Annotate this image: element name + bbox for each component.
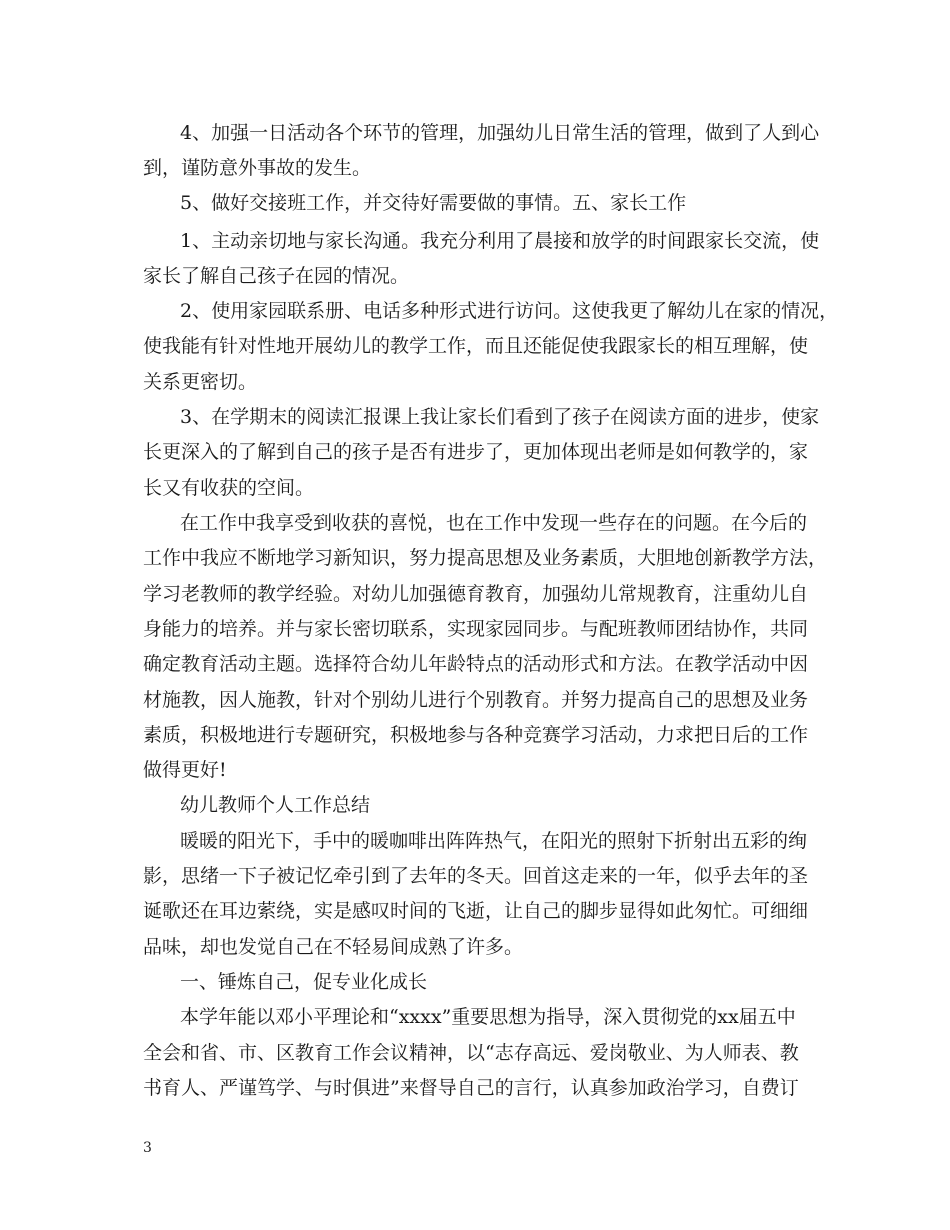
- text-line: 做得更好!: [143, 759, 227, 781]
- text-line: 学习老教师的教学经验。对幼儿加强德育教育，加强幼儿常规教育，注重幼儿自: [143, 583, 809, 605]
- text-line: 诞歌还在耳边萦绕，实是感叹时间的飞逝，让自己的脚步显得如此匆忙。可细细: [143, 900, 809, 922]
- text-line: 素质，积极地进行专题研究，积极地参与各种竞赛学习活动，力求把日后的工作: [143, 724, 809, 746]
- text-line: 品味，却也发觉自己在不轻易间成熟了许多。: [143, 936, 524, 958]
- text-line: 5、做好交接班工作，并交待好需要做的事情。五、家长工作: [180, 192, 687, 214]
- text-line: 影，思绪一下子被记忆牵引到了去年的冬天。回首这走来的一年，似乎去年的圣: [143, 865, 809, 887]
- text-line: 确定教育活动主题。选择符合幼儿年龄特点的活动形式和方法。在教学活动中因: [143, 653, 809, 675]
- text-line: 2、使用家园联系册、电话多种形式进行访问。这使我更了解幼儿在家的情况，: [180, 300, 839, 322]
- text-line: 4、加强一日活动各个环节的管理，加强幼儿日常生活的管理，做到了人到心: [180, 122, 820, 144]
- text-line: 长更深入的了解到自己的孩子是否有进步了，更加体现出老师是如何教学的，家: [143, 441, 809, 463]
- text-line: 暖暖的阳光下，手中的暖咖啡出阵阵热气，在阳光的照射下折射出五彩的绚: [180, 830, 808, 852]
- text-line: 长又有收获的空间。: [143, 477, 315, 499]
- text-line: 使我能有针对性地开展幼儿的教学工作，而且还能促使我跟家长的相互理解，使: [143, 335, 809, 357]
- text-line: 1、主动亲切地与家长沟通。我充分利用了晨接和放学的时间跟家长交流，使: [180, 230, 820, 252]
- text-line: 到，谨防意外事故的发生。: [143, 157, 372, 179]
- text-line: 全会和省、市、区教育工作会议精神，以“志存高远、爱岗敬业、为人师表、教: [143, 1042, 799, 1064]
- text-line: 家长了解自己孩子在园的情况。: [143, 265, 410, 287]
- section-heading: 幼儿教师个人工作总结: [180, 794, 371, 816]
- text-line: 材施教，因人施教，针对个别幼儿进行个别教育。并努力提高自己的思想及业务: [143, 689, 809, 711]
- text-line: 书育人、严谨笃学、与时俱进”来督导自己的言行，认真参加政治学习，自费订: [143, 1077, 799, 1099]
- text-line: 工作中我应不断地学习新知识，努力提高思想及业务素质，大胆地创新教学方法，: [143, 547, 828, 569]
- section-heading: 一、锤炼自己，促专业化成长: [180, 971, 428, 993]
- text-line: 本学年能以邓小平理论和“xxxx”重要思想为指导，深入贯彻党的xx届五中: [180, 1006, 796, 1028]
- text-line: 身能力的培养。并与家长密切联系，实现家园同步。与配班教师团结协作，共同: [143, 618, 809, 640]
- text-line: 3、在学期末的阅读汇报课上我让家长们看到了孩子在阅读方面的进步，使家: [180, 406, 820, 428]
- text-line: 在工作中我享受到收获的喜悦，也在工作中发现一些存在的问题。在今后的: [180, 512, 808, 534]
- page-number: 3: [143, 1140, 152, 1156]
- text-line: 关系更密切。: [143, 371, 258, 393]
